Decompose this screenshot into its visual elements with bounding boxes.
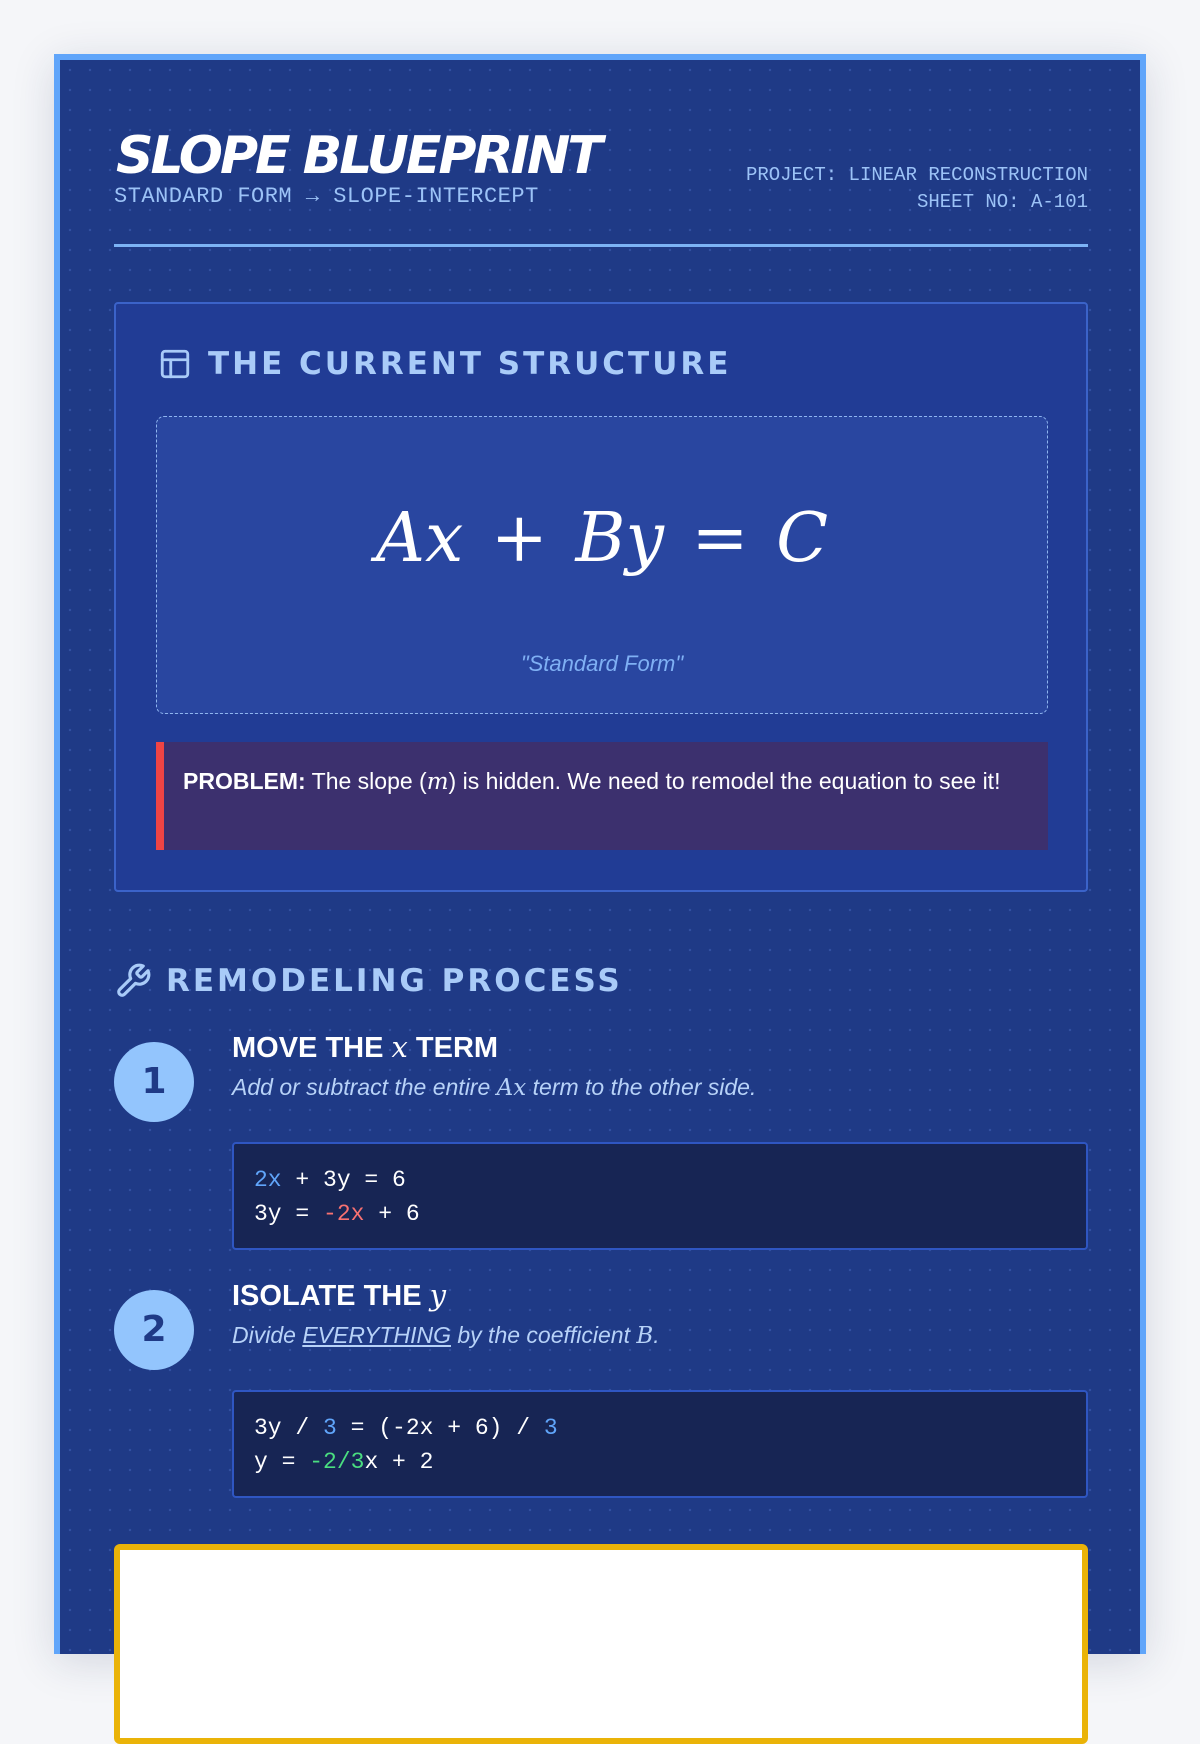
problem-text-pre: The slope ( xyxy=(311,768,427,794)
code-line xyxy=(254,1445,1066,1479)
code-token: y = xyxy=(254,1449,310,1475)
step-1-title xyxy=(232,1030,498,1065)
step-1-code-block xyxy=(232,1142,1088,1250)
step-1-desc-post: term to the other side. xyxy=(526,1074,757,1100)
problem-callout xyxy=(156,742,1048,850)
step-2-desc-pre: Divide xyxy=(232,1322,303,1348)
code-token: + 6 xyxy=(364,1201,420,1227)
step-1-desc-pre: Add or subtract the entire xyxy=(232,1074,497,1100)
code-line xyxy=(254,1163,1066,1197)
layout-icon xyxy=(158,347,192,381)
step-1-title-pre: MOVE THE xyxy=(232,1032,392,1064)
step-2-desc-post: . xyxy=(653,1322,660,1348)
step-2-number: 2 xyxy=(114,1290,194,1370)
code-token: 3 xyxy=(323,1415,337,1441)
step-1-title-post: TERM xyxy=(407,1032,499,1064)
formula-caption: "Standard Form" xyxy=(520,651,684,676)
code-token: + 3y = 6 xyxy=(281,1167,406,1193)
problem-label: PROBLEM: xyxy=(183,768,306,794)
step-2-code-block xyxy=(232,1390,1088,1498)
step-2-title-var: y xyxy=(429,1278,447,1312)
problem-text-post: ) is hidden. We need to remodel the equation to see it! xyxy=(448,768,1001,794)
step-2-description xyxy=(232,1322,660,1349)
page-title: SLOPE BLUEPRINT xyxy=(116,126,600,186)
code-token: -2x xyxy=(323,1201,365,1227)
code-token: -2/3 xyxy=(309,1449,365,1475)
current-structure-label: THE CURRENT STRUCTURE xyxy=(208,346,732,382)
step-2-desc-mid: by the coefficient xyxy=(450,1322,637,1348)
sheet-number: SHEET NO: A-101 xyxy=(916,191,1088,213)
page-subtitle: STANDARD FORM → SLOPE-INTERCEPT xyxy=(114,184,539,209)
standard-form-formula: Ax + By = C xyxy=(375,499,829,578)
step-1-description xyxy=(232,1074,756,1101)
remodeling-label: REMODELING PROCESS xyxy=(166,963,623,999)
project-name: PROJECT: LINEAR RECONSTRUCTION xyxy=(745,164,1088,186)
code-token: 3y = xyxy=(254,1201,324,1227)
code-token: 2x xyxy=(254,1167,282,1193)
formula-box xyxy=(156,416,1048,714)
slope-variable: m xyxy=(426,769,449,795)
code-line xyxy=(254,1411,1066,1445)
current-structure-heading xyxy=(158,346,731,382)
step-1-number: 1 xyxy=(114,1042,194,1122)
remodeling-heading xyxy=(114,962,623,1000)
step-2-desc-var: B xyxy=(636,1323,654,1349)
code-line xyxy=(254,1197,1066,1231)
page-header xyxy=(114,118,1088,247)
code-token: = (-2x + 6) / xyxy=(336,1415,544,1441)
wrench-icon xyxy=(114,962,152,1000)
project-info xyxy=(746,162,1088,216)
result-card xyxy=(114,1544,1088,1744)
step-2-title xyxy=(232,1278,446,1313)
step-1-desc-var: Ax xyxy=(496,1075,527,1101)
step-2-desc-emphasis: EVERYTHING xyxy=(302,1322,451,1348)
code-token: x + 2 xyxy=(364,1449,434,1475)
step-1-title-var: x xyxy=(391,1030,408,1064)
blueprint-sheet xyxy=(54,54,1146,1654)
current-structure-card xyxy=(114,302,1088,892)
code-token: 3y / xyxy=(254,1415,324,1441)
step-2-title-pre: ISOLATE THE xyxy=(232,1280,430,1312)
code-token: 3 xyxy=(543,1415,558,1441)
